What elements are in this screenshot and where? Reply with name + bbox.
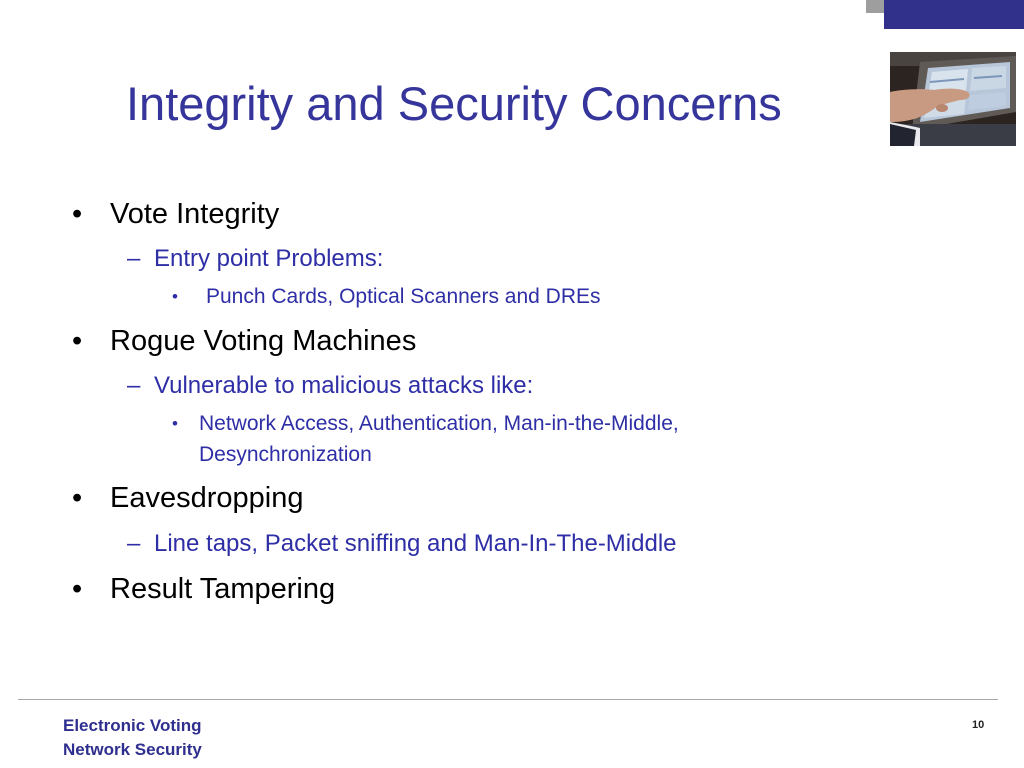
bullet-marker: • <box>72 482 83 514</box>
bullet-marker: • <box>172 287 178 306</box>
bullet-marker: • <box>72 573 83 605</box>
touchscreen-voting-photo <box>890 52 1016 146</box>
footer-course-subtitle: Network Security <box>63 740 202 759</box>
bullet-text: Eavesdropping <box>110 482 304 514</box>
footer-divider <box>18 699 998 700</box>
bullet-text: Vote Integrity <box>110 198 280 230</box>
sub-sub-bullet-text-line-2: Desynchronization <box>199 443 372 466</box>
dash-marker: – <box>127 530 141 557</box>
bullet-marker: • <box>72 325 83 357</box>
sub-bullet-text: Line taps, Packet sniffing and Man-In-The-Middle <box>154 530 677 557</box>
touchscreen-photo-illustration <box>890 52 1016 146</box>
corner-accent-blue <box>884 0 1024 29</box>
dash-marker: – <box>127 245 141 272</box>
bullet-text: Result Tampering <box>110 573 336 605</box>
sub-bullet-text: Vulnerable to malicious attacks like: <box>154 372 534 399</box>
sub-sub-bullet-text-line-1: Network Access, Authentication, Man-in-the-Middle, <box>199 412 679 435</box>
slide-title: Integrity and Security Concerns <box>126 77 782 130</box>
bullet-marker: • <box>172 414 178 433</box>
bullet-marker: • <box>72 198 83 230</box>
sub-bullet-text: Entry point Problems: <box>154 245 384 272</box>
sub-sub-bullet-text: Punch Cards, Optical Scanners and DREs <box>206 285 601 308</box>
page-number: 10 <box>972 719 985 731</box>
bullet-text: Rogue Voting Machines <box>110 325 417 357</box>
footer-course-title: Electronic Voting <box>63 716 202 735</box>
corner-accent-grey <box>866 0 884 13</box>
dash-marker: – <box>127 372 141 399</box>
